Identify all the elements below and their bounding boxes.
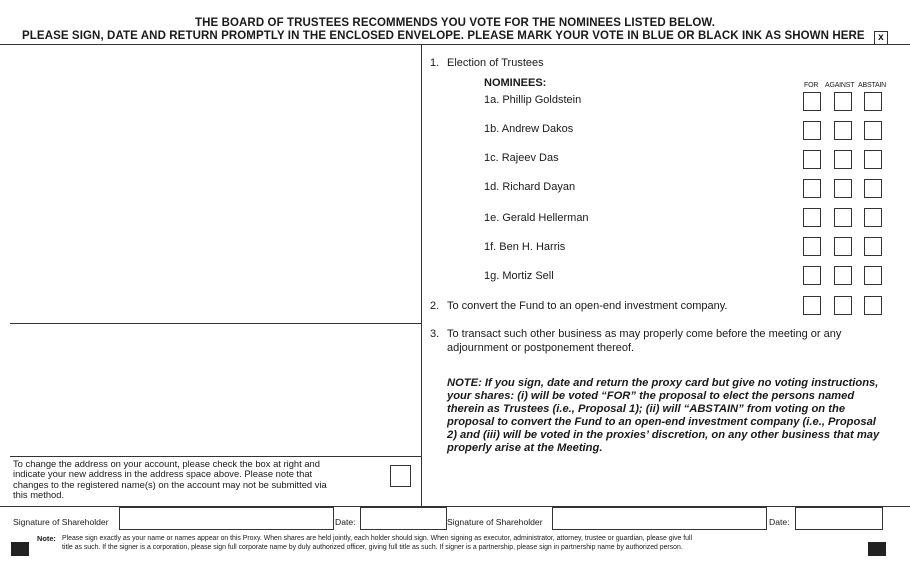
nominee-1c-against-checkbox[interactable]: [834, 150, 852, 169]
nominee-1d-for-checkbox[interactable]: [803, 179, 821, 198]
voting-note-line: properly arise at the Meeting.: [447, 442, 603, 454]
nominee-1f-against-checkbox[interactable]: [834, 237, 852, 256]
address-change-line: indicate your new address in the address space above. Please note that: [13, 468, 313, 480]
nominee-1f-for-checkbox[interactable]: [803, 237, 821, 256]
address-change-line: this method.: [13, 488, 65, 500]
nominee-1g: 1g. Mortiz Sell: [484, 270, 554, 282]
registration-mark-right: [868, 542, 886, 556]
nominee-1d-against-checkbox[interactable]: [834, 179, 852, 198]
nominee-1e-abstain-checkbox[interactable]: [864, 208, 882, 227]
nominee-1a: 1a. Phillip Goldstein: [484, 94, 582, 106]
voting-note: [447, 377, 879, 455]
proposal3-line-1: To transact such other business as may properly come before the meeting or any: [447, 328, 842, 340]
nominee-1e-for-checkbox[interactable]: [803, 208, 821, 227]
header-divider: [0, 44, 910, 45]
col-abstain: ABSTAIN: [858, 82, 887, 89]
proposal1-title: Election of Trustees: [447, 57, 544, 69]
col-against: AGAINST: [825, 82, 855, 89]
mark-example-box: x: [874, 31, 888, 45]
address-change-text: [13, 459, 373, 500]
proposal3-number: 3.: [430, 328, 440, 340]
header-line-2: [0, 30, 910, 44]
header-instruction: PLEASE SIGN, DATE AND RETURN PROMPTLY IN THE ENCLOSED ENVELOPE. PLEASE MARK YOUR VOTE IN BLUE OR BLACK INK AS SHOWN HERE: [22, 30, 865, 42]
nominees-label: NOMINEES:: [484, 77, 547, 89]
date-field-2[interactable]: [795, 507, 883, 530]
nominee-1d: 1d. Richard Dayan: [484, 181, 576, 193]
nominee-1b-abstain-checkbox[interactable]: [864, 121, 882, 140]
date-label-2: Date:: [769, 517, 790, 527]
nominee-1c-for-checkbox[interactable]: [803, 150, 821, 169]
voting-note-line: your shares: (i) will be voted “FOR” the proposal to elect the persons named: [447, 390, 855, 402]
proposal2-for-checkbox[interactable]: [803, 296, 821, 315]
address-divider: [10, 323, 421, 324]
nominee-1g-against-checkbox[interactable]: [834, 266, 852, 285]
signature-label-2: Signature of Shareholder: [447, 517, 543, 527]
proposal2-against-checkbox[interactable]: [834, 296, 852, 315]
proposal3-line-2: adjournment or postponement thereof.: [447, 342, 635, 354]
nominee-1a-against-checkbox[interactable]: [834, 92, 852, 111]
voting-note-line: therein as Trustees (i.e., Proposal 1); (ii) will “ABSTAIN” from voting on the: [447, 403, 846, 415]
nominee-1g-for-checkbox[interactable]: [803, 266, 821, 285]
signature-field-1[interactable]: [119, 507, 334, 530]
address-change-checkbox[interactable]: [390, 465, 411, 487]
change-address-top-rule: [10, 456, 421, 457]
voting-note-line: 2) and (iii) will be voted in the proxies’ discretion, on any other business that may: [447, 429, 880, 441]
voting-note-line: proposal to convert the Fund to an open-end investment company (i.e., Proposal: [447, 416, 876, 428]
address-change-line: To change the address on your account, please check the box at right and: [13, 458, 320, 469]
proposal2-number: 2.: [430, 300, 440, 312]
nominee-1b-against-checkbox[interactable]: [834, 121, 852, 140]
nominee-1c: 1c. Rajeev Das: [484, 152, 559, 164]
proposal1-number: 1.: [430, 57, 440, 69]
footer-note-label: Note:: [37, 534, 56, 543]
nominee-1d-abstain-checkbox[interactable]: [864, 179, 882, 198]
nominee-1b-for-checkbox[interactable]: [803, 121, 821, 140]
col-for: FOR: [804, 82, 819, 89]
proposal2-text: To convert the Fund to an open-end investment company.: [447, 300, 728, 312]
address-change-line: changes to the registered name(s) on the account may not be submitted via: [13, 478, 327, 490]
date-field-1[interactable]: [360, 507, 447, 530]
date-label-1: Date:: [335, 517, 356, 527]
nominee-1e: 1e. Gerald Hellerman: [484, 212, 589, 224]
nominee-1g-abstain-checkbox[interactable]: [864, 266, 882, 285]
registration-mark-left: [11, 542, 29, 556]
signature-field-2[interactable]: [552, 507, 767, 530]
voting-note-line: NOTE: If you sign, date and return the proxy card but give no voting instructions,: [447, 377, 879, 389]
header-line-1: THE BOARD OF TRUSTEES RECOMMENDS YOU VOTE FOR THE NOMINEES LISTED BELOW.: [194, 17, 716, 29]
nominee-1f: 1f. Ben H. Harris: [484, 241, 566, 253]
nominee-1e-against-checkbox[interactable]: [834, 208, 852, 227]
signature-label-1: Signature of Shareholder: [13, 517, 109, 527]
nominee-1a-abstain-checkbox[interactable]: [864, 92, 882, 111]
footer-note-line-1: Please sign exactly as your name or names appear on this Proxy. When shares are held jointly, each holder should sign. When signing as executor, administrator, attorney, trustee or guardian, please give full: [62, 535, 693, 542]
nominee-1f-abstain-checkbox[interactable]: [864, 237, 882, 256]
nominee-1a-for-checkbox[interactable]: [803, 92, 821, 111]
center-divider: [421, 44, 422, 506]
nominee-1b: 1b. Andrew Dakos: [484, 123, 574, 135]
footer-note-line-2: title as such. If the signer is a corporation, please sign full corporate name by duly authorized officer, giving full title as such. If signer is a partnership, please sign in partnership name by authorized person.: [62, 544, 683, 551]
nominee-1c-abstain-checkbox[interactable]: [864, 150, 882, 169]
proposal2-abstain-checkbox[interactable]: [864, 296, 882, 315]
